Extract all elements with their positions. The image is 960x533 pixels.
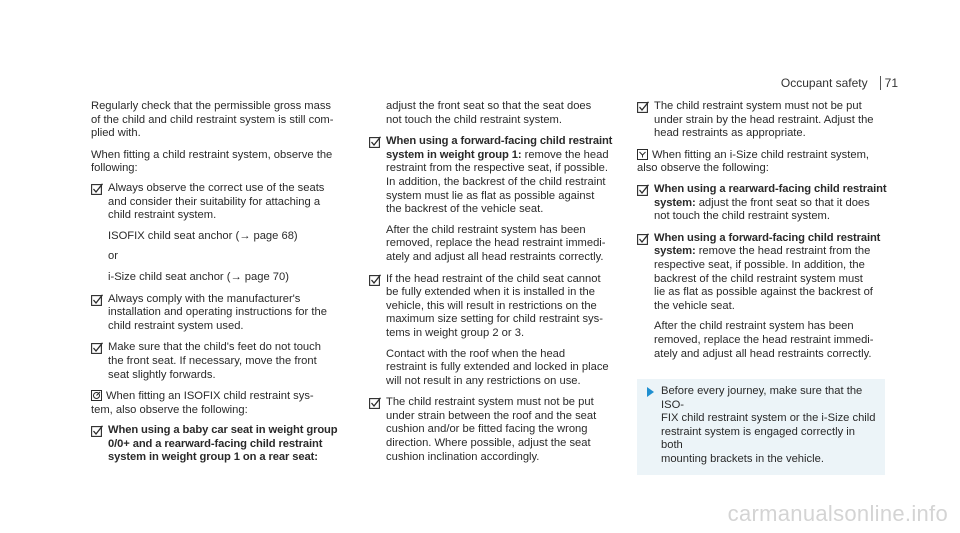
text-line: maximum size setting for child restraint sys- [386, 313, 603, 326]
text-line: installation and operating instructions for the [108, 306, 327, 319]
text-line: When using a rearward-facing child restraint [654, 182, 887, 195]
text-line: lie as flat as possible against the backrest of [654, 286, 873, 299]
checkbox-check-icon [369, 274, 381, 286]
text-line: remove the head [524, 148, 609, 161]
list-item [91, 341, 349, 382]
column-1 [91, 100, 349, 473]
isofix-reference[interactable]: ISOFIX child seat anchor (→ page 68) [108, 229, 298, 242]
checkbox-check-icon [369, 136, 381, 148]
note-icon [91, 390, 102, 401]
tip-box [637, 379, 885, 475]
watermark: carmanualsonline.info [727, 501, 948, 526]
text-line: vehicle, this will result in restrictions on the [386, 299, 597, 312]
list-item [637, 100, 893, 141]
text-line: respective seat, if possible. In addition, the [654, 258, 865, 271]
text-line: removed, replace the head restraint immedi- [386, 237, 606, 250]
checkbox-check-icon [91, 183, 103, 195]
text-line: When using a forward-facing child restraint [386, 135, 613, 148]
text-line: head restraints as appropriate. [654, 127, 806, 140]
text-line: system: [654, 245, 696, 258]
text-line: ately and adjust all head restraints correctly. [654, 347, 872, 360]
text-line: When using a baby car seat in weight group [108, 424, 338, 437]
text-line: system in weight group 1 on a rear seat: [108, 451, 318, 464]
checkbox-check-icon [637, 184, 649, 196]
text-line: When fitting a child restraint system, observe the [91, 148, 333, 161]
text-line: 0/0+ and a rearward-facing child restraint [108, 437, 323, 450]
text-line: following: [91, 162, 138, 175]
text-line: backrest of the child restraint system must [654, 272, 863, 285]
text-line: If the head restraint of the child seat cannot [386, 272, 601, 285]
list-item [637, 232, 893, 361]
text-line: Always observe the correct use of the seats [108, 181, 325, 194]
text-line: After the child restraint system has been [386, 223, 586, 236]
text-line: under strain between the roof and the seat [386, 409, 597, 422]
tip-arrow-icon [647, 387, 654, 397]
text-line: Contact with the roof when the head [386, 347, 566, 360]
text-line: mounting brackets in the vehicle. [661, 453, 824, 466]
text-line: cushion and/or be fitted facing the wrong [386, 423, 588, 436]
column-2 [369, 100, 627, 472]
text-line: the front seat. If necessary, move the front [108, 354, 317, 367]
text-line: removed, replace the head restraint immedi- [654, 333, 874, 346]
list-item [369, 135, 627, 264]
text-line: remove the head restraint from the [698, 245, 871, 258]
or-text: or [108, 250, 118, 263]
text-line: adjust the front seat so that it does [698, 196, 870, 209]
section-title: Occupant safety [780, 76, 868, 90]
text-line: restraint is fully extended and locked in place [386, 361, 609, 374]
text-line: tem, also observe the following: [91, 403, 248, 416]
text-line: ately and adjust all head restraints correctly. [386, 250, 604, 263]
text-line: Always comply with the manufacturer's [108, 292, 301, 305]
text-line: be fully extended when it is installed in the [386, 286, 595, 299]
text-line: plied with. [91, 127, 141, 140]
text-line: restraint system is engaged correctly in both [661, 425, 855, 452]
text-line: of the child and child restraint system is still com- [91, 113, 334, 126]
checkbox-check-icon [369, 397, 381, 409]
text-line: system: [654, 196, 696, 209]
text-line: also observe the following: [637, 162, 769, 175]
note-isofix [91, 390, 349, 417]
text-line: the backrest of the vehicle seat. [386, 203, 544, 216]
list-item [91, 293, 349, 334]
list-item [369, 273, 627, 389]
text-line: system must lie as flat as possible against [386, 189, 595, 202]
text-line: under strain by the head restraint. Adjust the [654, 113, 874, 126]
paragraph-observe [91, 149, 349, 176]
tip [645, 385, 877, 467]
checkbox-check-icon [637, 101, 649, 113]
text-line: When fitting an ISOFIX child restraint sys- [106, 390, 314, 403]
list-item [91, 424, 349, 465]
list-item [91, 182, 349, 285]
text-line: The child restraint system must not be put [386, 396, 594, 409]
text-line: direction. Where possible, adjust the seat [386, 437, 591, 450]
text-line: When fitting an i-Size child restraint system, [652, 148, 869, 161]
text-line: Regularly check that the permissible gross mass [91, 100, 332, 112]
text-line: and consider their suitability for attaching a [108, 195, 321, 208]
text-line: child restraint system. [108, 209, 217, 222]
text-line: FIX child restraint system or the i-Size child [661, 412, 876, 425]
column-3 [637, 100, 893, 475]
isize-reference[interactable]: i-Size child seat anchor (→ page 70) [108, 270, 289, 283]
text-line: restraint from the respective seat, if possible. [386, 162, 608, 175]
text-line: After the child restraint system has been [654, 320, 854, 333]
list-item [637, 183, 893, 224]
text-line: Before every journey, make sure that the ISO- [661, 385, 863, 411]
text-line: system in weight group 1: [386, 148, 522, 161]
text-line: not touch the child restraint system. [386, 113, 562, 126]
text-line: In addition, the backrest of the child restraint [386, 175, 606, 188]
text-line: When using a forward-facing child restraint [654, 231, 881, 244]
text-line: cushion inclination accordingly. [386, 450, 540, 463]
checkbox-check-icon [91, 425, 103, 437]
list-item-continued [369, 100, 627, 127]
text-line: The child restraint system must not be put [654, 100, 862, 112]
text-line: adjust the front seat so that the seat does [386, 100, 592, 112]
text-line: will not result in any restrictions on use. [386, 374, 581, 387]
checkbox-check-icon [91, 294, 103, 306]
note-icon [637, 149, 648, 160]
paragraph-gross-mass [91, 100, 349, 141]
page-header [781, 76, 898, 90]
text-line: child restraint system used. [108, 319, 244, 332]
text-line: tems in weight group 2 or 3. [386, 326, 525, 339]
text-line: seat slightly forwards. [108, 368, 216, 381]
checkbox-check-icon [91, 342, 103, 354]
list-item [369, 396, 627, 464]
page-number: 71 [880, 76, 898, 90]
text-line: not touch the child restraint system. [654, 210, 830, 223]
note-isize [637, 149, 893, 176]
checkbox-check-icon [637, 233, 649, 245]
text-line: the vehicle seat. [654, 299, 735, 312]
text-line: Make sure that the child's feet do not touch [108, 341, 321, 354]
